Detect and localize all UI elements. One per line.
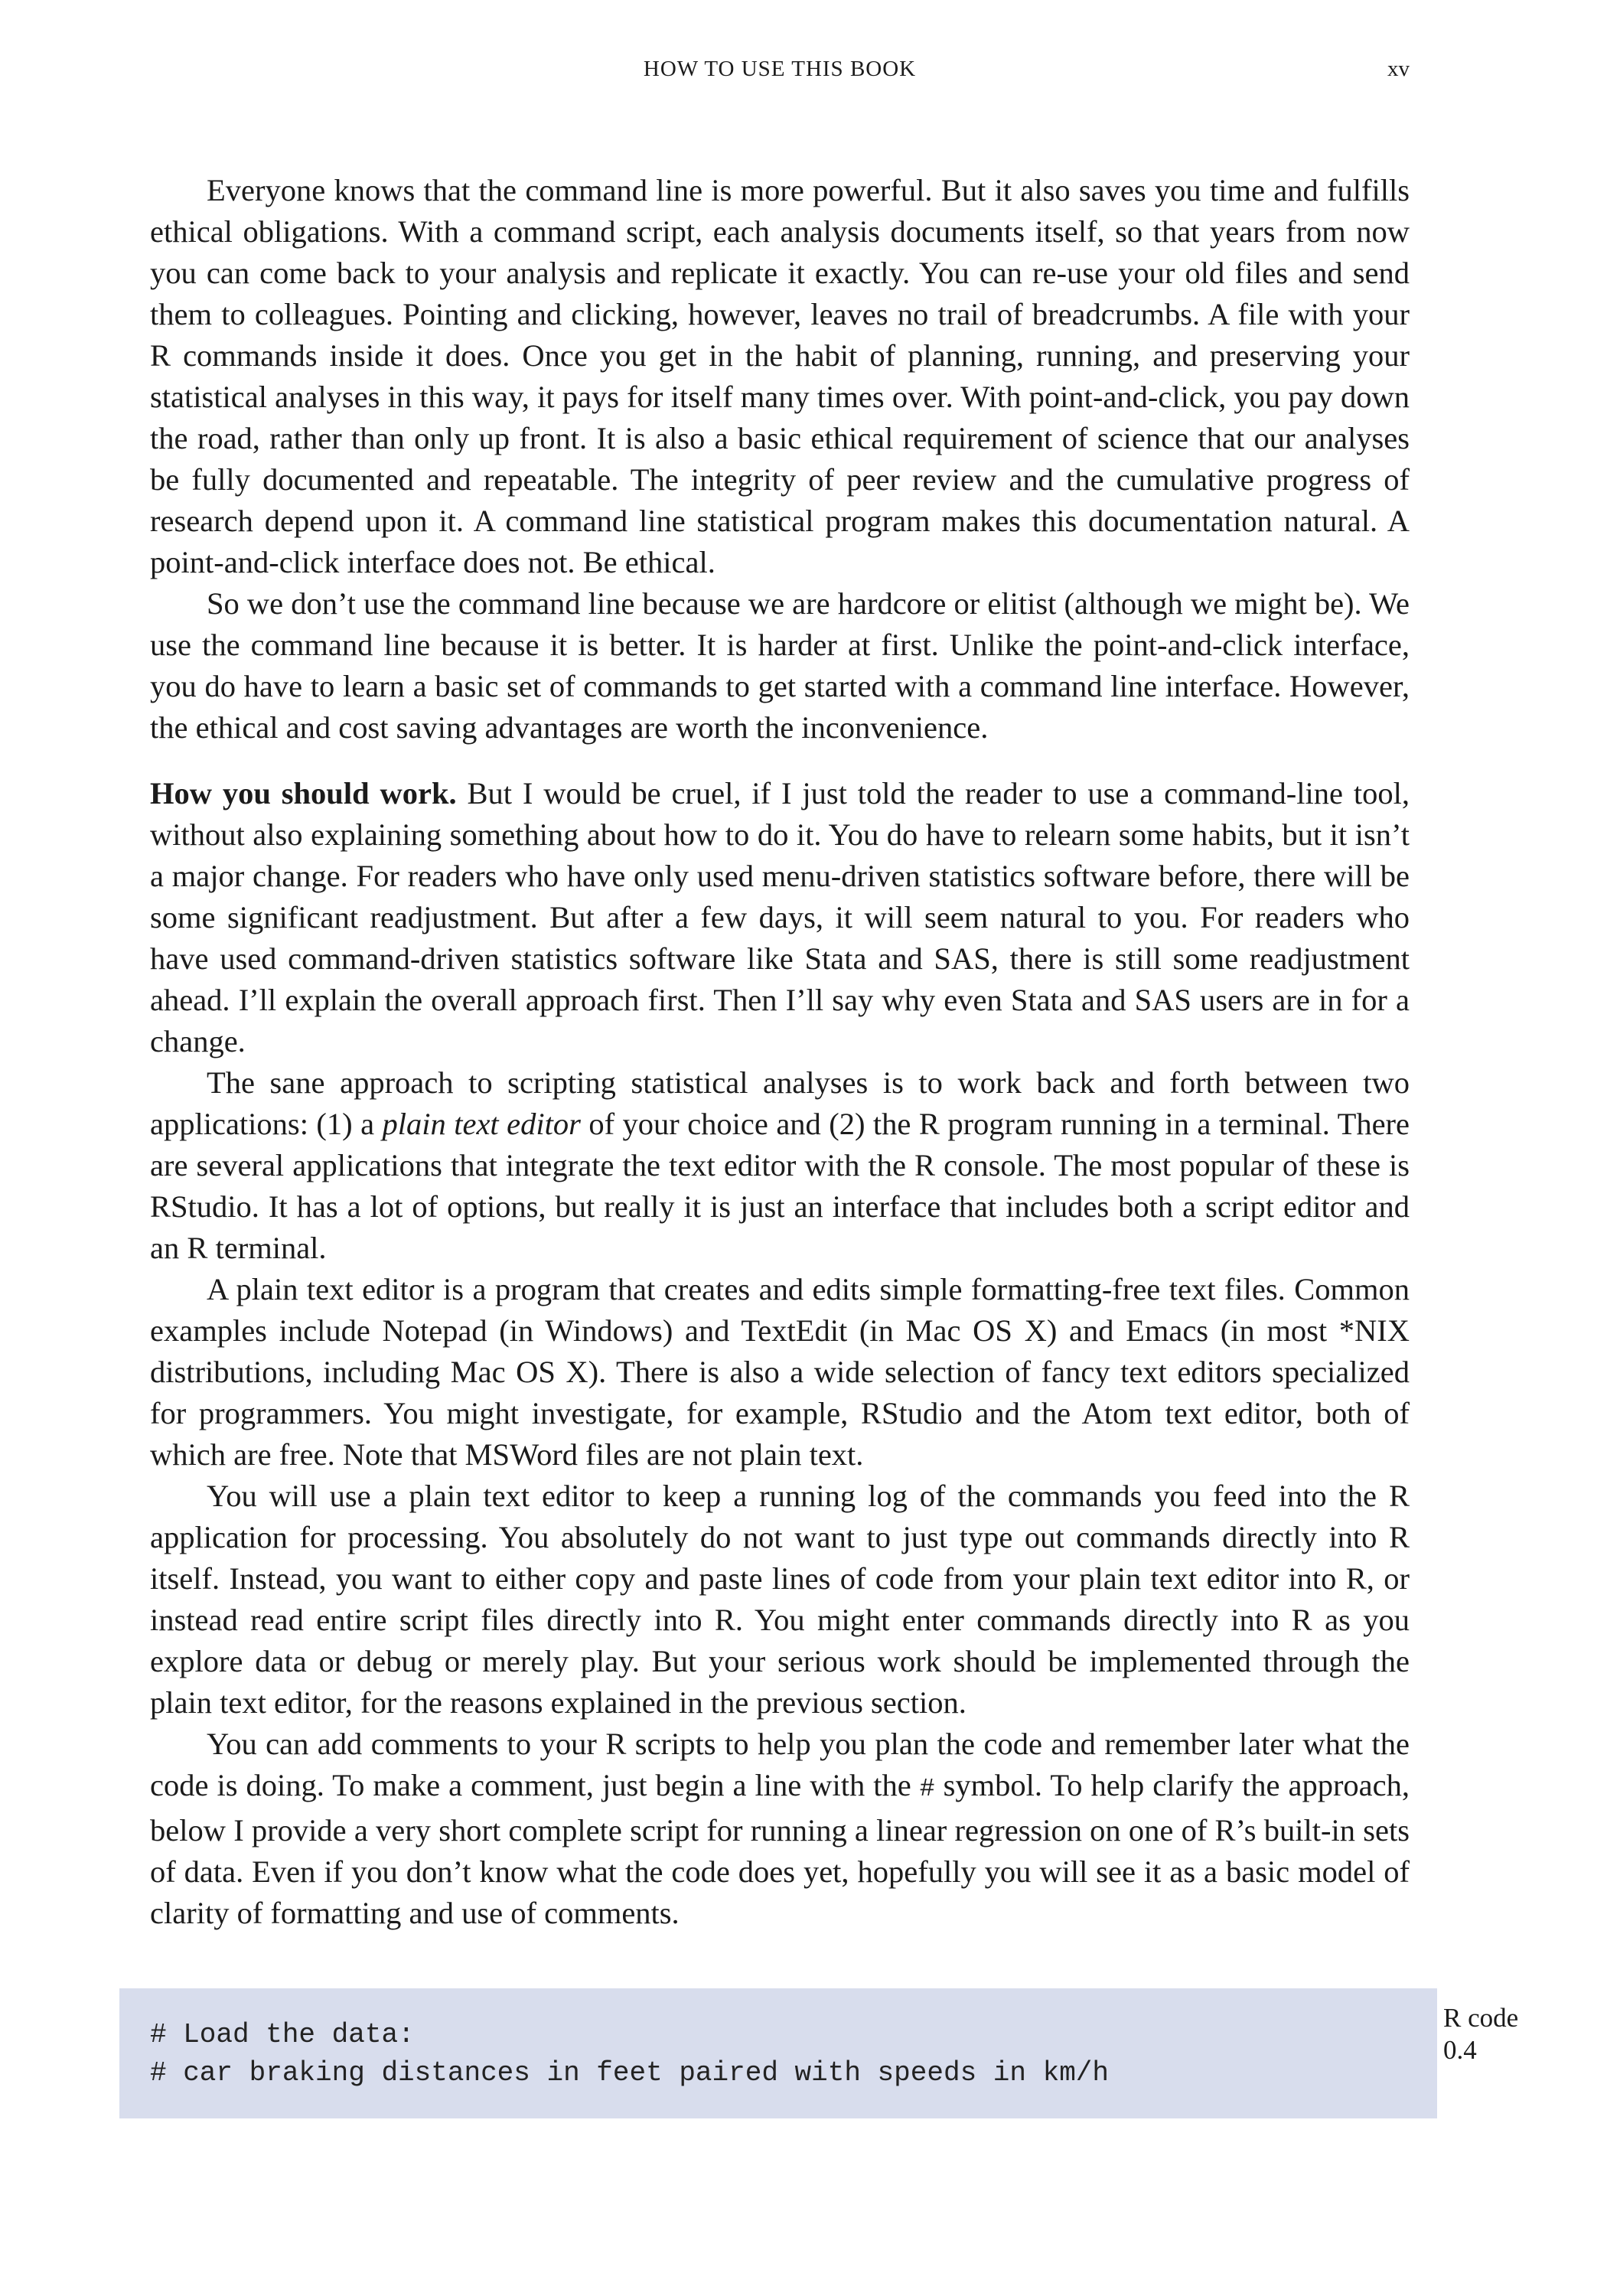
running-head (150, 57, 1410, 87)
margin-label-line-2: 0.4 (1443, 2035, 1477, 2065)
code-line-1: # Load the data: (150, 2019, 415, 2050)
section-heading: How you should work. (150, 776, 457, 810)
paragraph-4-part-a: The sane approach to scripting statistical analyses is to work back and forth between two applications: (1) a (150, 1065, 1410, 1141)
code-margin-label (1443, 2002, 1535, 2066)
paragraph-4 (150, 1062, 1410, 1269)
body-text (150, 170, 1410, 1934)
paragraph-how-you-should-work (150, 773, 1410, 1062)
plain-text-editor-term: plain text editor (382, 1107, 581, 1141)
page-number: xv (1387, 57, 1410, 81)
paragraph-6: You will use a plain text editor to keep a running log of the commands you feed into the R application for processing. You absolutely do not want to just type out commands directly into R itself. Instead, you want to either copy and paste lines of code from your plain text editor into R, or instead read entire script files directly into R. You might enter commands directly into R as you explore data or debug or merely play. But your serious work should be implemented through the plain text editor, for the reasons explained in the previous section. (150, 1479, 1410, 1720)
code-lines (150, 2016, 1109, 2092)
paragraph-4-part-b: of your choice and (2) the R program running in a terminal. There are several applications that integrate the text editor with the R console. The most popular of these is RStudio. It has a lot of options, but really it is just an interface that includes both a script editor and an R terminal. (150, 1107, 1410, 1265)
paragraph-2: So we don’t use the command line because we are hardcore or elitist (although we might be). We use the command line because it is better. It is harder at first. Unlike the point-and-click interface, you do have to learn a basic set of commands to get started with a command line interface. However, the ethical and cost saving advantages are worth the inconvenience. (150, 586, 1410, 745)
paragraph-1: Everyone knows that the command line is more powerful. But it also saves you time and fulfills ethical obligations. With a command script, each analysis documents itself, so that years from now you can come back to your analysis and replicate it exactly. You can re-use your old files and send them to colleagues. Pointing and clicking, however, leaves no trail of breadcrumbs. A file with your R commands inside it does. Once you get in the habit of planning, running, and preserving your statistical analyses in this way, it pays for itself many times over. With point-and-click, you pay down the road, rather than only up front. It is also a basic ethical requirement of science that our analyses be fully documented and repeatable. The integrity of peer review and the cumulative progress of research depend upon it. A command line statistical program makes this documentation natural. A point-and-click interface does not. Be ethical. (150, 173, 1410, 579)
running-title: HOW TO USE THIS BOOK (643, 57, 917, 81)
code-line-2: # car braking distances in feet paired with speeds in km/h (150, 2057, 1110, 2089)
margin-label-line-1: R code (1443, 2003, 1519, 2033)
paragraph-7 (150, 1724, 1410, 1934)
paragraph-7-part-b: symbol. To help clarify the approach, below I provide a very short complete script for running a linear regression on one of R’s built-in sets of data. Even if you don’t know what the code does yet, hopefully you will see it as a basic model of clarity of formatting and use of comments. (150, 1768, 1410, 1930)
paragraph-7-part-a: You can add comments to your R scripts to help you plan the code and remember later what the code is doing. To make a comment, just begin a line with the (150, 1727, 1410, 1802)
code-block (119, 1988, 1437, 2118)
paragraph-5: A plain text editor is a program that creates and edits simple formatting-free text files. Common examples include Notepad (in Windows) and TextEdit (in Mac OS X) and Emacs (in most *NIX distributions, including Mac OS X). There is also a wide selection of fancy text editors specialized for programmers. You might investigate, for example, RStudio and the Atom text editor, both of which are free. Note that MSWord files are not plain text. (150, 1272, 1410, 1472)
inline-code-hash: # (919, 1775, 935, 1803)
paragraph-3-text: But I would be cruel, if I just told the reader to use a command-line tool, without also explaining something about how to do it. You do have to relearn some habits, but it isn’t a major change. For readers who have only used menu-driven statistics software before, there will be some significant readjustment. But after a few days, it will seem natural to you. For readers who have used command-driven statistics software like Stata and SAS, there is still some readjustment ahead. I’ll explain the overall approach first. Then I’ll say why even Stata and SAS users are in for a change. (150, 776, 1410, 1058)
